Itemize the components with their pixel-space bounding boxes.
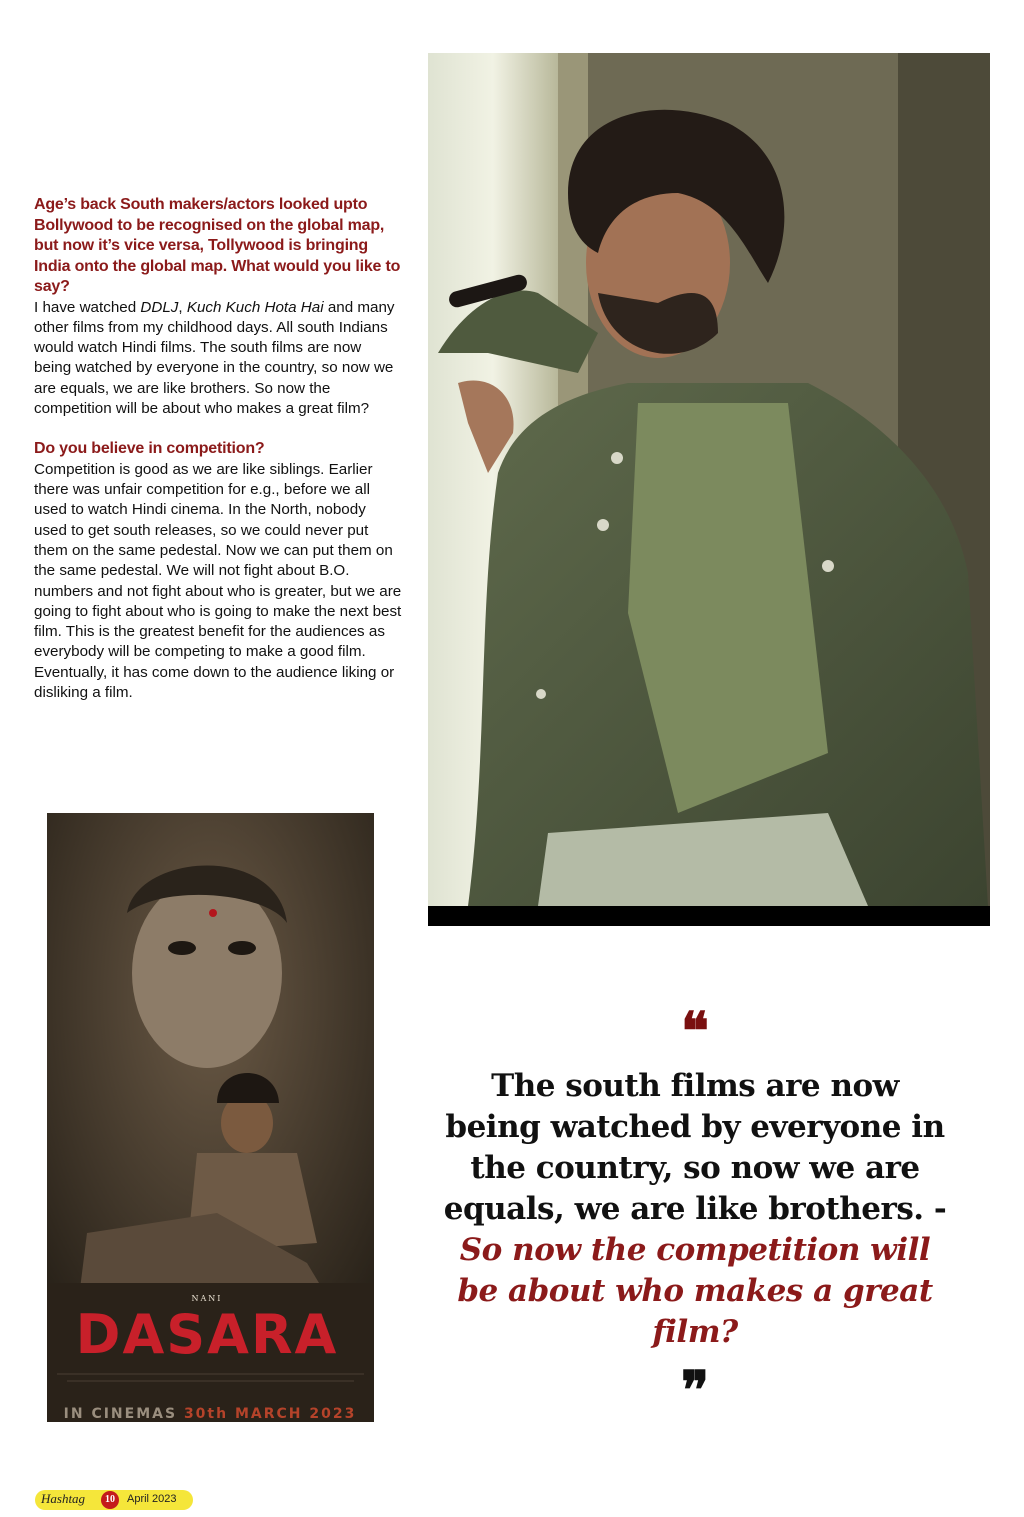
- poster-title: DASARA: [75, 1303, 339, 1366]
- page-footer: [35, 1490, 193, 1510]
- poster-release-date: 30th MARCH 2023: [183, 1406, 357, 1422]
- interview-column: [34, 195, 402, 703]
- issue-date: April 2023: [127, 1493, 177, 1505]
- pull-quote-text: The south films are now being watched by everyone in the country, so now we are equals, we are like brothers. - So now the competition will be about who makes a great film?: [443, 1068, 947, 1350]
- actor-photo: [428, 53, 990, 906]
- pull-quote: [440, 1001, 950, 1421]
- question-2: Do you believe in competition?: [34, 440, 265, 458]
- svg-text:IN CINEMAS 30th MARCH 2023: [64, 1406, 357, 1422]
- poster-actor: NANI: [191, 1294, 223, 1303]
- photo-bottom-bar: [428, 906, 990, 926]
- open-quote-icon: ❝: [681, 1001, 709, 1062]
- question-1: Age’s back South makers/actors looked upto Bollywood to be recognised on the global map, but now it’s vice versa, Tollywood is bringing India onto the global map. What would you like to say?: [34, 196, 401, 295]
- answer-2: Competition is good as we are like siblings. Earlier there was unfair competition for e.g., before we all used to watch Hindi cinema. In the North, nobody used to get south releases, so we could never put them on the same pedestal. Now we can put them on the same pedestal. We will not fight about B.O. numbers and not fight about who is greater, but we are going to fight about who is going to make the next best film. This is the greatest benefit for the audiences as everybody will be competing to make a good film. Eventually, it has come down to the audience liking or disliking a film.: [34, 460, 402, 702]
- close-quote-icon: ❞: [681, 1360, 709, 1421]
- poster-release-prefix: IN CINEMAS: [63, 1406, 184, 1422]
- brand-logo: Hashtag: [41, 1491, 86, 1506]
- page-number: 10: [101, 1491, 119, 1509]
- answer-1: I have watched DDLJ, Kuch Kuch Hota Hai and many other films from my childhood days. All south Indians would watch Hindi films. The south films are now being watched by everyone in the country, so now we are equals, we are like brothers. So now the competition will be about who makes a great film?: [34, 298, 395, 417]
- dasara-poster: [47, 813, 374, 1422]
- pull-quote-highlight: So now the competition will be about who makes a great film?: [457, 1232, 933, 1350]
